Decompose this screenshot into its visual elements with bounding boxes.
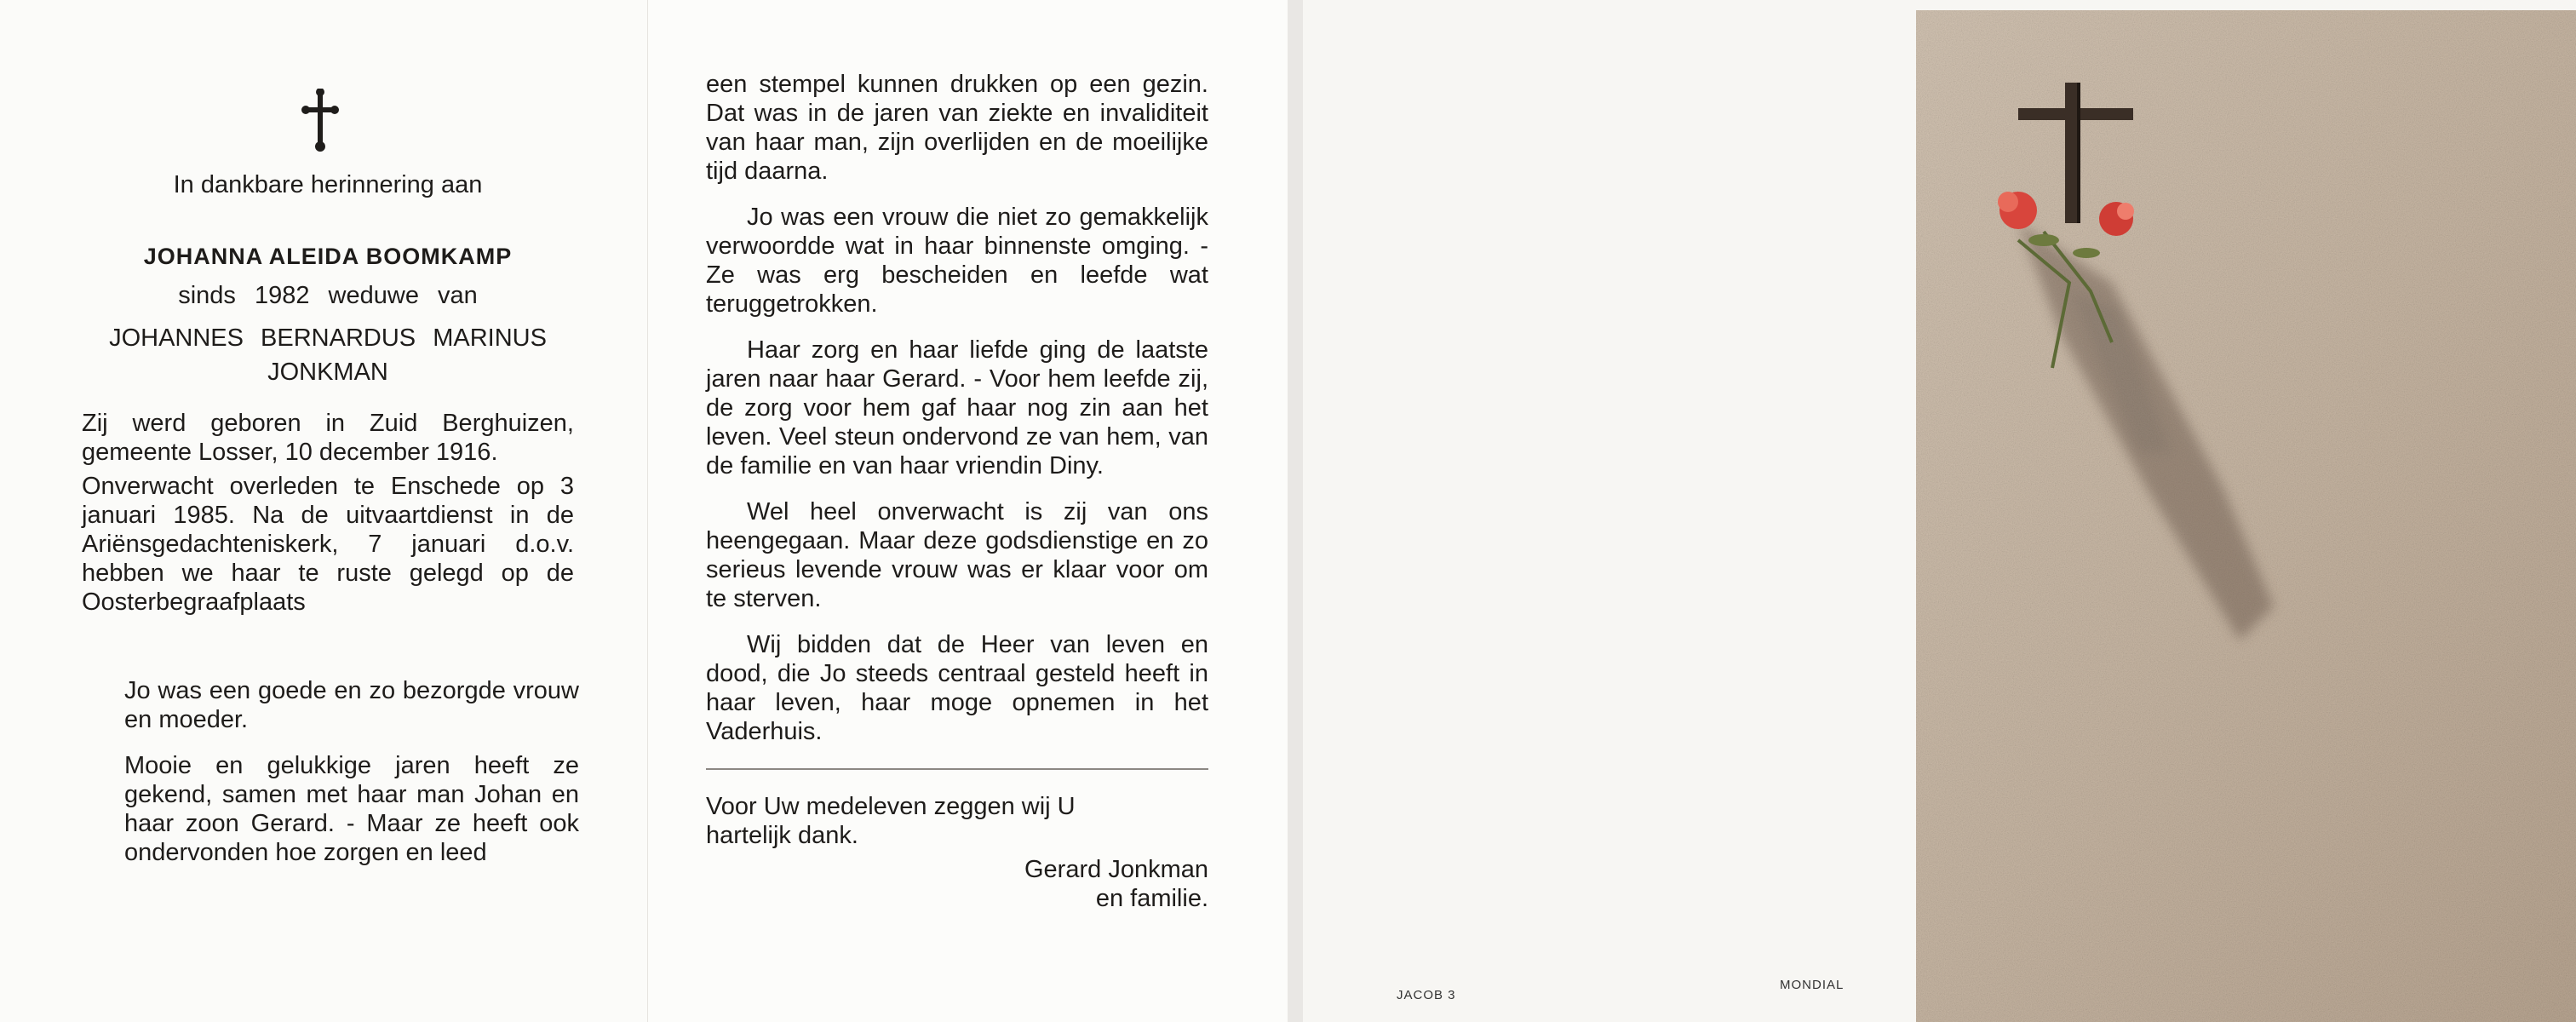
card-panel-middle: [647, 0, 1288, 1022]
death-paragraph: Onverwacht overleden te Enschede op 3 januari 1985. Na de uitvaartdienst in de Ariënsgedachteniskerk, 7 januari d.o.v. hebben we haar te ruste gelegd op de Oosterbegraafplaats: [82, 473, 574, 616]
deceased-name: JOHANNA ALEIDA BOOMKAMP: [143, 244, 513, 269]
middle-paragraph-2: Jo was een vrouw die niet zo gemakkelijk verwoordde wat in haar binnenste omging. - Ze was erg bescheiden en leefde wat teruggetrokken.: [706, 204, 1208, 318]
signature-line-1: Gerard Jonkman: [1024, 856, 1208, 883]
signature-line-2: en familie.: [1095, 885, 1208, 912]
husband-name-line-2: JONKMAN: [267, 359, 388, 386]
cover-photo-cross-on-wall: [1916, 10, 2576, 1022]
middle-paragraph-1: een stempel kunnen drukken op een gezin. Dat was in de jaren van ziekte en invaliditeit van haar man, zijn overlijden en de moeilijke tijd daarna.: [706, 71, 1208, 185]
middle-text-block: [706, 70, 1208, 913]
widow-line: sinds 1982 weduwe van: [178, 282, 478, 309]
middle-paragraph-3: Haar zorg en haar liefde ging de laatste jaren naar haar Gerard. - Voor hem leefde zij, de zorg voor hem gaf haar nog zin aan het leven. Veel steun ondervond ze van hem, van de familie en van haar vriendin Diny.: [706, 336, 1208, 479]
thanks-line: Voor Uw medeleven zeggen wij U hartelijk dank.: [706, 793, 1076, 849]
brand-label: MONDIAL: [1780, 978, 1845, 992]
husband-name-line-1: JOHANNES BERNARDUS MARINUS: [109, 324, 547, 352]
left-text-block: [77, 170, 579, 867]
card-code-label: JACOB 3: [1397, 988, 1456, 1002]
middle-paragraph-5: Wij bidden dat de Heer van leven en dood, die Jo steeds centraal gesteld heeft in haar leven, haar moge opnemen in het Vaderhuis.: [706, 631, 1208, 745]
card-panel-left: [0, 0, 647, 1022]
intro-line: In dankbare herinnering aan: [173, 171, 483, 198]
divider: [706, 768, 1208, 770]
tribute-paragraph-1: Jo was een goede en zo bezorgde vrouw en moeder.: [124, 677, 579, 733]
cross-icon: [301, 89, 339, 152]
tribute-paragraph-2: Mooie en gelukkige jaren heeft ze gekend, samen met haar man Johan en haar zoon Gerard. - Maar ze heeft ook ondervonden hoe zorgen en leed: [124, 752, 579, 866]
birth-paragraph: Zij werd geboren in Zuid Berghuizen, gemeente Losser, 10 december 1916.: [82, 410, 574, 466]
middle-paragraph-4: Wel heel onverwacht is zij van ons heengegaan. Maar deze godsdienstige en zo serieus levende vrouw was er klaar voor om te sterven.: [706, 498, 1208, 612]
